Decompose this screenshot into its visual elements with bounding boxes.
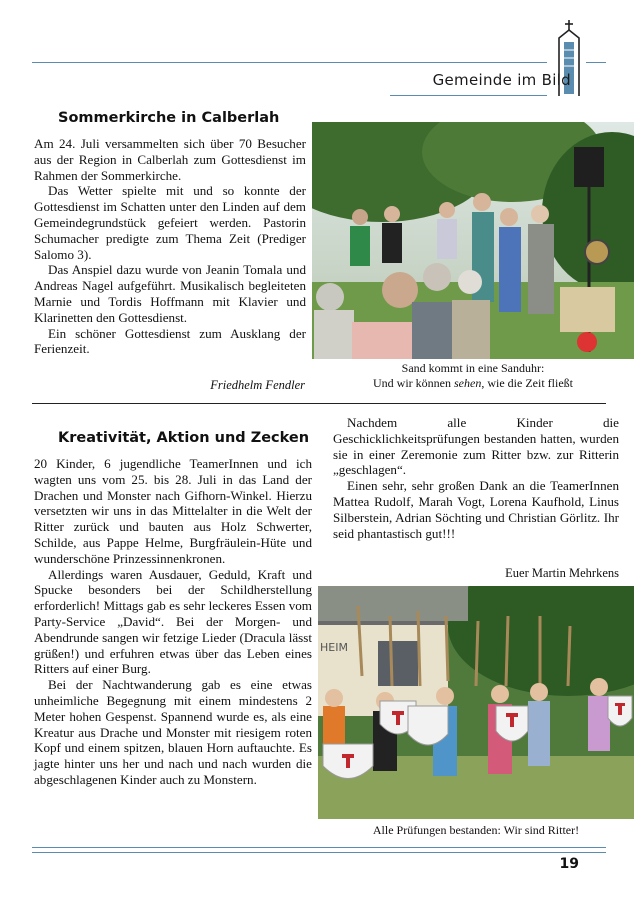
header-rule-bottom [390,95,547,96]
article1-paragraph: Ein schöner Gottesdienst zum Ausklang der Ferienzeit. [34,325,306,357]
article2-paragraph: 20 Kinder, 6 jugendliche TeamerInnen und ich wagten uns vom 25. bis 28. Juli in das Land der Drachen und Monster nach Gifhorn-Winkel. Hierzu versetzten wir uns in das Mittelalter in die Welt der Ritter zurück und bauten aus Holz Schwerter, Schilde, aus Pappe Helme, Burgfräulein-Hüte und wunderschöne Prinzessinnenkronen. [34,456,312,566]
article1-author: Friedhelm Fendler [210,378,305,392]
article1-paragraph: Das Anspiel dazu wurde von Jeanin Tomala und Andreas Nagel aufgeführt. Musikalisch begleiteten Marnie und Tordis Hoffmann mit Klavier und Klarinetten den Gottesdienst. [34,262,306,325]
article2-paragraph: Einen sehr, sehr großen Dank an die TeamerInnen Mattea Rudolf, Marah Vogt, Lorena Kaufhold, Linus Silberstein, Adrian Söchting und Christian Görlitz. Ihr seid phantastisch gut!!! [333,478,619,541]
caption-emphasis: sehen [454,376,482,390]
article1-title: Sommerkirche in Calberlah [58,110,280,126]
caption-text: Und wir können [373,376,455,390]
service-photo-caption [318,361,628,391]
article2-author: Euer Martin Mehrkens [505,566,619,580]
article1-paragraph: Das Wetter spielte mit und so konnte der Gottesdienst im Schatten unter den Linden auf dem Gemeindegrundstück gefeiert werden. Pastorin Schumacher predigte zum Thema Zeit (Prediger Salomo 3). [34,183,306,262]
article2-title: Kreativität, Aktion und Zecken [58,430,310,446]
caption-line [318,376,628,391]
article1-paragraph: Am 24. Juli versammelten sich über 70 Besucher aus der Region in Calberlah zum Gottesdienst im Rahmen der Sommerkirche. [34,136,306,183]
knights-photo [318,586,634,819]
footer-rule [32,847,606,848]
article2-paragraph: Allerdings waren Ausdauer, Geduld, Kraft und Spucke besonders bei der Schildherstellung erforderlich! Mittags gab es sehr leckeres Essen vom Party-Service „David“. Bei der Morgen- und Abendrunde sangen wir fetzige Lieder (Dracula lässt grüßen!) und erfuhren etwas über das Leben eines Ritters auf einer Burg. [34,566,312,677]
caption-line: Sand kommt in eine Sanduhr: [401,361,545,375]
service-photo [312,122,634,359]
building-sign: HEIM [320,641,348,654]
article2-body-right [333,415,619,541]
knights-photo-caption: Alle Prüfungen bestanden: Wir sind Ritter! [372,823,580,837]
caption-text: , wie die Zeit fließt [481,376,573,390]
article2-body [34,456,312,788]
section-title: Gemeinde im Bild [432,71,571,89]
header-rule-top-right [586,62,606,63]
article-divider [32,403,606,404]
footer-rule-thin [32,852,606,853]
header-rule-top [32,62,547,63]
page-number: 19 [559,856,579,872]
article1-body [34,136,306,357]
article2-paragraph: Bei der Nachtwanderung gab es eine etwas unheimliche Begegnung mit einem mindestens 2 Meter hohen Gespenst. Spannend wurde es, als eine Kreatur aus Drache und Monster mit riesigem roten Kopf und einem spitzen, blauen Horn auftauchte. Es jagte hinter uns her und nach und nach wurden die abgeschlagenen Kinder auch zu Monstern. [34,677,312,787]
article2-paragraph: Nachdem alle Kinder die Geschicklichkeitsprüfungen bestanden hatten, wurden sie in einer Zeremonie zum Ritter bzw. zur Ritterin „geschlagen“. [333,415,619,478]
